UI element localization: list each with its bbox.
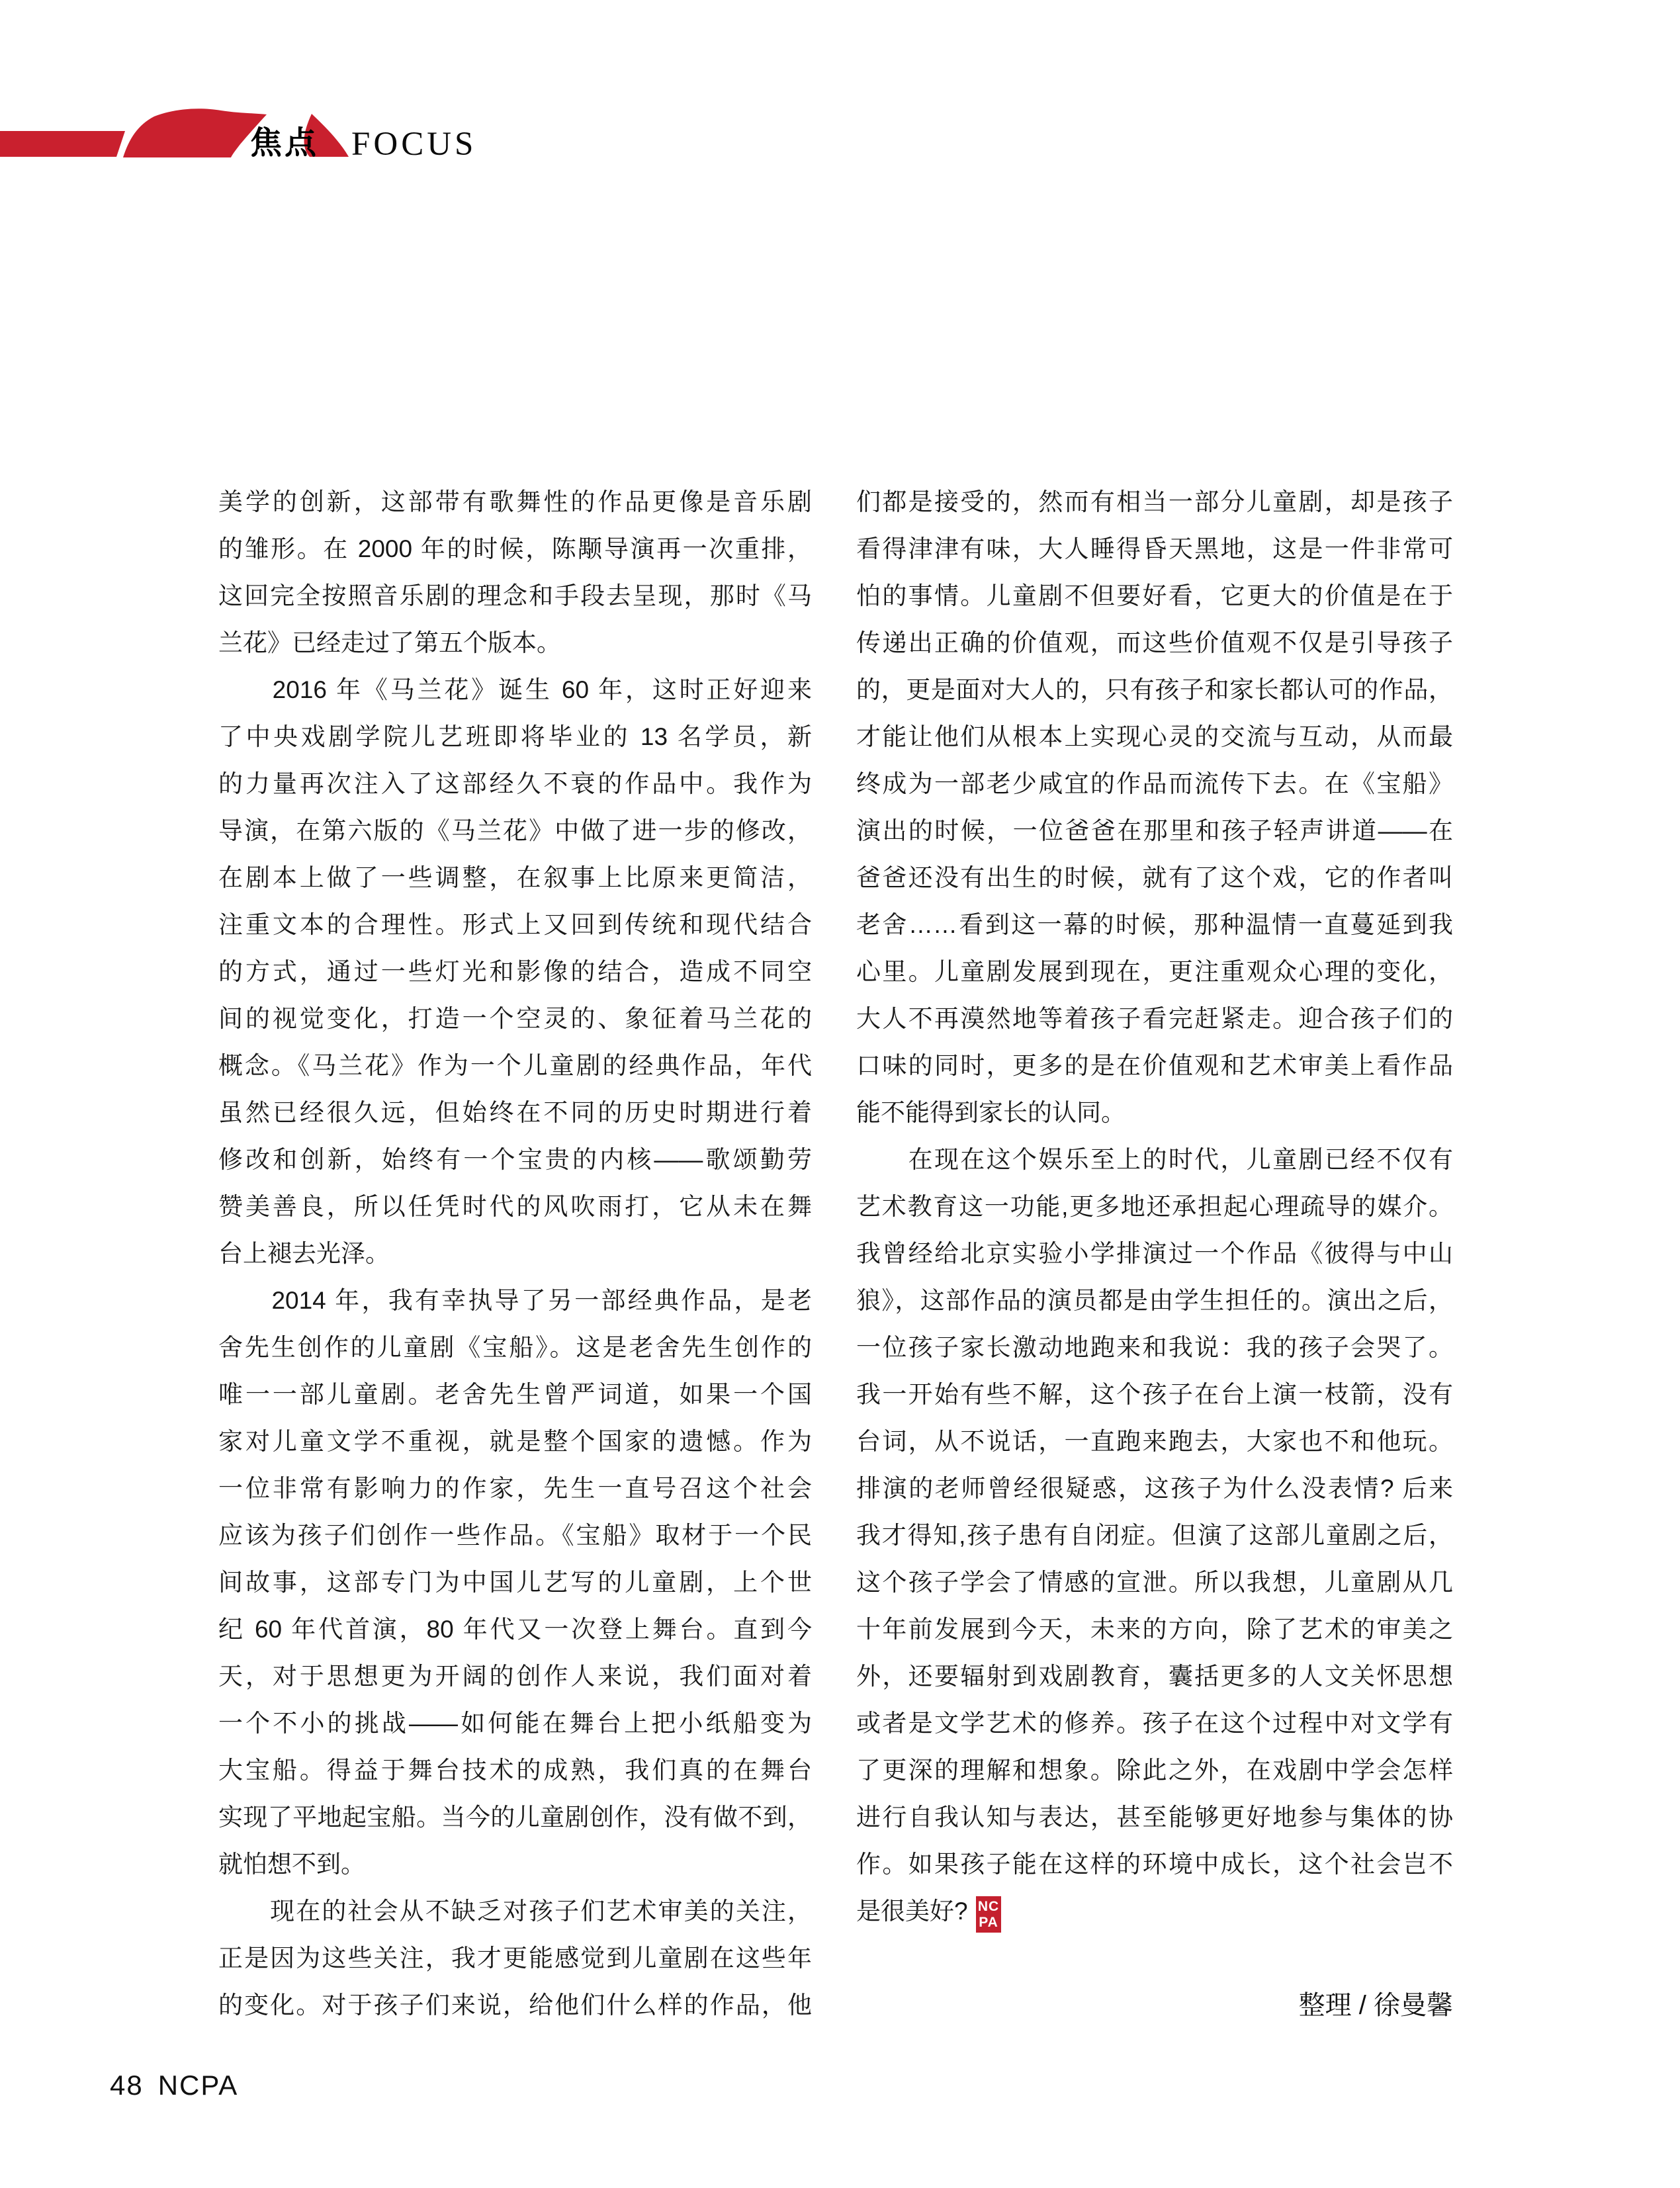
text-line: 们都是接受的，然而有相当一部分儿童剧，却是孩子 (856, 488, 1453, 515)
text-line: 排演的老师曾经很疑惑，这孩子为什么没表情? 后来 (856, 1475, 1453, 1502)
text-line: 十年前发展到今天，未来的方向，除了艺术的审美之 (856, 1616, 1453, 1643)
text-line: 我才得知,孩子患有自闭症。但演了这部儿童剧之后， (856, 1522, 1453, 1549)
text-line: 修改和创新，始终有一个宝贵的内核——歌颂勤劳 (218, 1146, 812, 1173)
text-line: 狼》，这部作品的演员都是由学生担任的。演出之后， (856, 1287, 1453, 1314)
text-column-left (218, 478, 812, 2029)
text-line: 的，更是面对大人的，只有孩子和家长都认可的作品， (856, 676, 1453, 703)
ncpa-end-seal (976, 1896, 1001, 1933)
text-line: 2016 年《马兰花》诞生 60 年，这时正好迎来 (218, 676, 812, 703)
text-line: 导演，在第六版的《马兰花》中做了进一步的修改， (218, 817, 812, 844)
text-line: 应该为孩子们创作一些作品。《宝船》取材于一个民 (218, 1522, 812, 1549)
text-line: 一位孩子家长激动地跑来和我说：我的孩子会哭了。 (856, 1334, 1453, 1361)
text-line: 才能让他们从根本上实现心灵的交流与互动，从而最 (856, 723, 1453, 750)
text-line: 我一开始有些不解，这个孩子在台上演一枝箭，没有 (856, 1381, 1453, 1408)
text-line: 赞美善良，所以任凭时代的风吹雨打，它从未在舞 (218, 1193, 812, 1220)
text-line: 唯一一部儿童剧。老舍先生曾严词道，如果一个国 (218, 1381, 812, 1408)
text-line: 在现在这个娱乐至上的时代，儿童剧已经不仅有 (856, 1146, 1453, 1173)
seal-line-2: PA (979, 1915, 998, 1930)
text-line: 是很美好? (856, 1898, 968, 1925)
text-line: 正是因为这些关注，我才更能感觉到儿童剧在这些年 (218, 1945, 812, 1972)
text-line: 美学的创新，这部带有歌舞性的作品更像是音乐剧 (218, 488, 812, 515)
text-line: 的力量再次注入了这部经久不衰的作品中。我作为 (218, 770, 812, 797)
text-line: 爸爸还没有出生的时候，就有了这个戏，它的作者叫 (856, 864, 1453, 891)
text-line: 作。如果孩子能在这样的环境中成长，这个社会岂不 (856, 1851, 1453, 1878)
text-line: 间的视觉变化，打造一个空灵的、象征着马兰花的 (218, 1005, 812, 1032)
editor-credit: 整理 / 徐曼馨 (1298, 1991, 1453, 2020)
text-line: 兰花》已经走过了第五个版本。 (218, 629, 561, 656)
text-line: 怕的事情。儿童剧不但要好看，它更大的价值是在于 (856, 582, 1453, 609)
text-line: 进行自我认知与表达，甚至能够更好地参与集体的协 (856, 1804, 1453, 1831)
text-line: 注重文本的合理性。形式上又回到传统和现代结合 (218, 911, 812, 938)
brand-name: NCPA (157, 2070, 239, 2101)
text-line: 就怕想不到。 (218, 1851, 365, 1878)
text-line: 纪 60 年代首演，80 年代又一次登上舞台。直到今 (218, 1616, 812, 1643)
text-line: 台词，从不说话，一直跑来跑去，大家也不和他玩。 (856, 1428, 1453, 1455)
text-line: 这个孩子学会了情感的宣泄。所以我想，儿童剧从几 (856, 1569, 1453, 1596)
text-line: 终成为一部老少咸宜的作品而流传下去。在《宝船》 (856, 770, 1453, 797)
text-line: 现在的社会从不缺乏对孩子们艺术审美的关注， (218, 1898, 812, 1925)
text-line: 天，对于思想更为开阔的创作人来说，我们面对着 (218, 1663, 812, 1690)
text-line: 了中央戏剧学院儿艺班即将毕业的 13 名学员，新 (218, 723, 812, 750)
text-line: 这回完全按照音乐剧的理念和手段去呈现，那时《马 (218, 582, 812, 609)
section-title-en: FOCUS (351, 126, 477, 163)
text-line: 实现了平地起宝船。当今的儿童剧创作，没有做不到， (218, 1804, 812, 1831)
text-line: 一位非常有影响力的作家，先生一直号召这个社会 (218, 1475, 812, 1502)
text-line: 的雏形。在 2000 年的时候，陈颙导演再一次重排， (218, 535, 812, 562)
text-line: 台上褪去光泽。 (218, 1240, 390, 1267)
page-footer (110, 2070, 238, 2101)
text-line: 我曾经给北京实验小学排演过一个作品《彼得与中山 (856, 1240, 1453, 1267)
text-line: 家对儿童文学不重视，就是整个国家的遗憾。作为 (218, 1428, 812, 1455)
text-line: 大宝船。得益于舞台技术的成熟，我们真的在舞台 (218, 1757, 812, 1784)
text-line: 演出的时候，一位爸爸在那里和孩子轻声讲道——在 (856, 817, 1453, 844)
text-line: 间故事，这部专门为中国儿艺写的儿童剧，上个世 (218, 1569, 812, 1596)
text-line: 能不能得到家长的认同。 (856, 1099, 1126, 1126)
page-number: 48 (110, 2070, 144, 2101)
text-line: 的方式，通过一些灯光和影像的结合，造成不同空 (218, 958, 812, 985)
text-line: 看得津津有味，大人睡得昏天黑地，这是一件非常可 (856, 535, 1453, 562)
text-line: 的变化。对于孩子们来说，给他们什么样的作品，他 (218, 1991, 812, 2019)
text-line: 舍先生创作的儿童剧《宝船》。这是老舍先生创作的 (218, 1334, 812, 1361)
section-title-cn: 焦点 (250, 126, 320, 161)
text-line: 在剧本上做了一些调整，在叙事上比原来更简洁， (218, 864, 812, 891)
text-line: 虽然已经很久远，但始终在不同的历史时期进行着 (218, 1099, 812, 1126)
text-line: 一个不小的挑战——如何能在舞台上把小纸船变为 (218, 1710, 812, 1737)
text-line: 2014 年，我有幸执导了另一部经典作品，是老 (218, 1287, 812, 1314)
text-line: 艺术教育这一功能,更多地还承担起心理疏导的媒介。 (856, 1193, 1453, 1220)
text-line: 口味的同时，更多的是在价值观和艺术审美上看作品 (856, 1052, 1453, 1079)
text-line: 外，还要辐射到戏剧教育，囊括更多的人文关怀思想 (856, 1663, 1453, 1690)
text-line: 传递出正确的价值观，而这些价值观不仅是引导孩子 (856, 629, 1453, 656)
text-line: 概念。《马兰花》作为一个儿童剧的经典作品，年代 (218, 1052, 812, 1079)
text-line: 了更深的理解和想象。除此之外，在戏剧中学会怎样 (856, 1757, 1453, 1784)
text-column-right (856, 478, 1453, 1935)
text-line: 或者是文学艺术的修养。孩子在这个过程中对文学有 (856, 1710, 1453, 1737)
text-line: 心里。儿童剧发展到现在，更注重观众心理的变化， (856, 958, 1453, 985)
text-line: 老舍……看到这一幕的时候，那种温情一直蔓延到我 (856, 911, 1453, 938)
seal-line-1: NC (977, 1899, 1000, 1914)
text-line: 大人不再漠然地等着孩子看完赶紧走。迎合孩子们的 (856, 1005, 1453, 1032)
